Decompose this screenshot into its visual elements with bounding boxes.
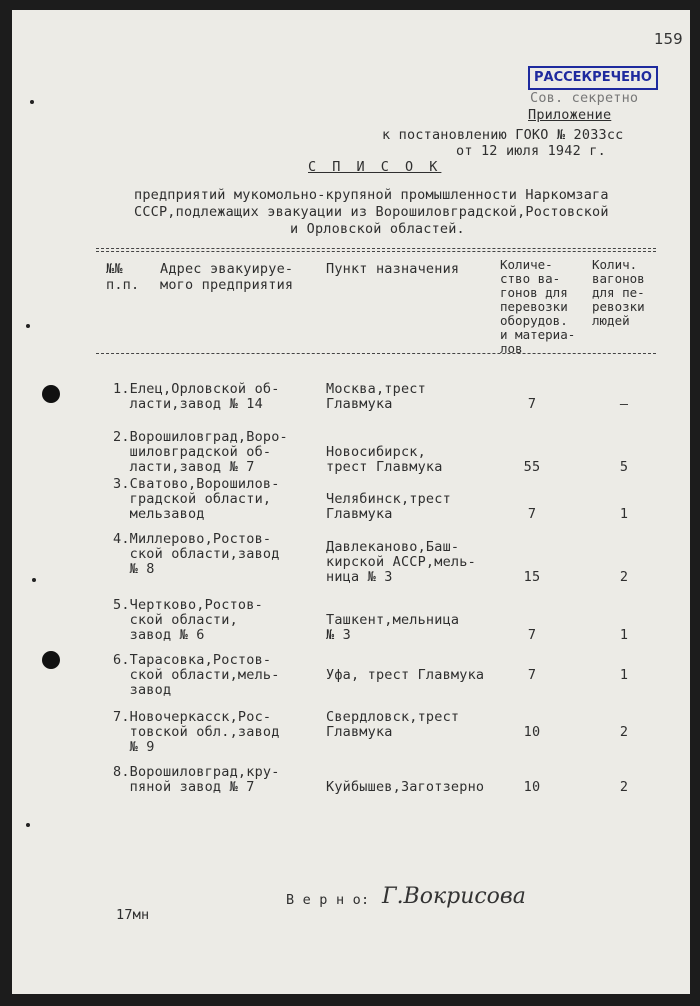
secrecy-label: Сов. секретно — [530, 90, 639, 106]
row-2-people: 5 — [619, 459, 629, 475]
row-6-people: 1 — [619, 667, 629, 683]
header-people-1: Колич. — [592, 257, 638, 272]
row-1-equipment: 7 — [527, 396, 537, 412]
row-3-people: 1 — [619, 506, 629, 522]
decree-line-1: к постановлению ГОКО № 2033сс — [382, 127, 624, 143]
row-5-people: 1 — [619, 627, 629, 643]
row-4-destination-1: Давлеканово,Баш- — [326, 539, 460, 555]
row-4-address-1: 4.Миллерово,Ростов- — [113, 531, 272, 547]
header-equipment-3: гонов для — [500, 285, 568, 300]
handwritten-signature: Г.Вокрисова — [382, 884, 526, 909]
row-2-destination-2: трест Главмука — [326, 459, 443, 475]
row-6-equipment: 7 — [527, 667, 537, 683]
header-equipment-6: и материа- — [500, 327, 576, 342]
row-7-people: 2 — [619, 724, 629, 740]
declassified-stamp: РАССЕКРЕЧЕНО — [528, 66, 658, 90]
row-7-address-3: № 9 — [113, 739, 155, 755]
header-address-1: Адрес эвакуируе- — [160, 261, 294, 277]
punch-hole-top — [42, 385, 60, 403]
row-6-destination-1: Уфа, трест Главмука — [326, 667, 485, 683]
margin-dot — [32, 578, 36, 582]
row-4-address-3: № 8 — [113, 561, 155, 577]
row-4-destination-3: ница № 3 — [326, 569, 393, 585]
table-header-rule — [96, 353, 656, 354]
header-equipment-5: оборудов. — [500, 313, 568, 328]
row-1-address-2: ласти,завод № 14 — [113, 396, 263, 412]
header-people-2: вагонов — [592, 271, 645, 286]
margin-dot — [30, 100, 34, 104]
row-6-address-2: ской области,мель- — [113, 667, 280, 683]
header-num-1: №№ — [106, 261, 123, 277]
row-5-address-2: ской области, — [113, 612, 238, 628]
row-1-people: – — [619, 396, 629, 412]
row-7-address-1: 7.Новочеркасск,Рос- — [113, 709, 272, 725]
row-8-address-1: 8.Ворошиловград,кру- — [113, 764, 280, 780]
row-7-destination-2: Главмука — [326, 724, 393, 740]
subtitle-line-3: и Орловской областей. — [290, 221, 465, 237]
row-1-destination-2: Главмука — [326, 396, 393, 412]
decree-line-2: от 12 июля 1942 г. — [456, 143, 606, 159]
row-1-destination-1: Москва,трест — [326, 381, 426, 397]
header-equipment-4: перевозки — [500, 299, 568, 314]
row-5-address-3: завод № 6 — [113, 627, 205, 643]
header-people-5: людей — [592, 313, 630, 328]
row-2-destination-1: Новосибирск, — [326, 444, 426, 460]
row-4-destination-2: кирской АССР,мель- — [326, 554, 476, 570]
page-number: 159 — [654, 30, 683, 48]
subtitle-line-1: предприятий мукомольно-крупяной промышленности Наркомзага — [134, 187, 609, 203]
row-8-people: 2 — [619, 779, 629, 795]
subtitle-line-2: СССР,подлежащих эвакуации из Ворошиловградской,Ростовской — [134, 204, 609, 220]
row-4-people: 2 — [619, 569, 629, 585]
margin-dot — [26, 324, 30, 328]
verno-label: В е р н о: — [286, 892, 370, 908]
header-people-3: для пе- — [592, 285, 645, 300]
punch-hole-bottom — [42, 651, 60, 669]
row-8-destination-1: Куйбышев,Заготзерно — [326, 779, 485, 795]
row-3-destination-1: Челябинск,трест — [326, 491, 451, 507]
header-address-2: мого предприятия — [160, 277, 294, 293]
document-page — [12, 10, 690, 994]
margin-dot — [26, 823, 30, 827]
appendix-label: Приложение — [528, 107, 612, 123]
table-top-rule-2 — [96, 251, 656, 252]
row-5-destination-2: № 3 — [326, 627, 351, 643]
row-5-destination-1: Ташкент,мельница — [326, 612, 460, 628]
row-3-address-2: градской области, — [113, 491, 272, 507]
document-code: 17мн — [116, 907, 150, 923]
header-people-4: ревозки — [592, 299, 645, 314]
header-equipment-1: Количе- — [500, 257, 553, 272]
row-4-equipment: 15 — [523, 569, 541, 585]
row-5-address-1: 5.Чертково,Ростов- — [113, 597, 263, 613]
row-8-equipment: 10 — [523, 779, 541, 795]
row-7-address-2: товской обл.,завод — [113, 724, 280, 740]
row-8-address-2: пяной завод № 7 — [113, 779, 255, 795]
row-3-equipment: 7 — [527, 506, 537, 522]
row-2-address-1: 2.Ворошиловград,Воро- — [113, 429, 288, 445]
row-4-address-2: ской области,завод — [113, 546, 280, 562]
row-3-address-3: мельзавод — [113, 506, 205, 522]
row-6-address-3: завод — [113, 682, 172, 698]
row-6-address-1: 6.Тарасовка,Ростов- — [113, 652, 272, 668]
header-equipment-7: лов — [500, 341, 523, 356]
row-1-address-1: 1.Елец,Орловской об- — [113, 381, 280, 397]
row-7-destination-1: Свердловск,трест — [326, 709, 460, 725]
document-title: С П И С О К — [308, 159, 442, 175]
row-2-address-3: ласти,завод № 7 — [113, 459, 255, 475]
header-equipment-2: ство ва- — [500, 271, 561, 286]
header-num-2: п.п. — [106, 277, 140, 293]
row-2-address-2: шиловградской об- — [113, 444, 272, 460]
row-7-equipment: 10 — [523, 724, 541, 740]
table-top-rule — [96, 248, 656, 249]
row-3-address-1: 3.Сватово,Ворошилов- — [113, 476, 280, 492]
row-3-destination-2: Главмука — [326, 506, 393, 522]
row-2-equipment: 55 — [523, 459, 541, 475]
row-5-equipment: 7 — [527, 627, 537, 643]
header-destination: Пункт назначения — [326, 261, 460, 277]
